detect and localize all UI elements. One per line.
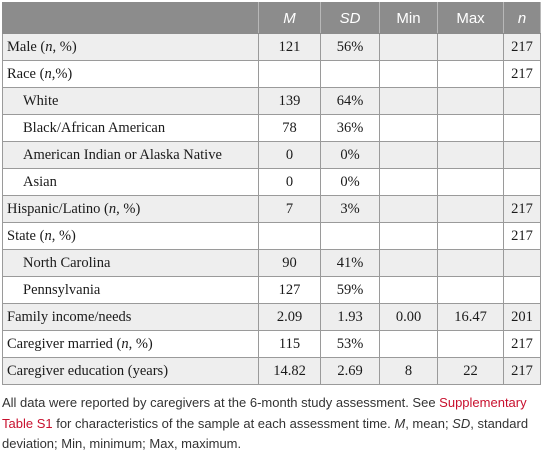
table-cell — [380, 61, 438, 88]
row-label-text: Asian — [23, 173, 57, 190]
row-label — [3, 223, 259, 250]
row-label-italic: n — [108, 200, 117, 217]
table-cell — [438, 223, 504, 250]
table-cell: 217 — [504, 196, 541, 223]
table-cell — [380, 142, 438, 169]
row-label-text: Family income/needs — [7, 308, 132, 325]
table-cell: 127 — [259, 277, 321, 304]
table-row — [3, 196, 541, 223]
table-cell: 64% — [321, 88, 380, 115]
table-row — [3, 223, 541, 250]
table-footnote — [2, 393, 538, 455]
table-row — [3, 88, 541, 115]
table-cell: 0 — [259, 169, 321, 196]
table-cell: 217 — [504, 223, 541, 250]
table-cell — [504, 250, 541, 277]
column-header: Max — [438, 3, 504, 34]
table-row — [3, 250, 541, 277]
row-label — [3, 331, 259, 358]
table-cell: 217 — [504, 34, 541, 61]
table-cell: 22 — [438, 358, 504, 385]
row-label-text: , %) — [116, 200, 141, 217]
row-label-text: North Carolina — [23, 254, 111, 271]
table-cell — [380, 34, 438, 61]
row-label-text: ,%) — [51, 65, 73, 82]
row-label — [3, 34, 259, 61]
table-cell: 0.00 — [380, 304, 438, 331]
table-header-row — [3, 3, 541, 34]
table-row — [3, 142, 541, 169]
table-cell — [438, 331, 504, 358]
table-cell — [438, 277, 504, 304]
row-label-text: , %) — [128, 335, 153, 352]
row-label-italic: n — [45, 38, 53, 55]
row-label — [3, 304, 259, 331]
table-row — [3, 61, 541, 88]
table-cell: 56% — [321, 34, 380, 61]
table-cell: 2.69 — [321, 358, 380, 385]
table-cell — [380, 88, 438, 115]
table-container — [2, 2, 540, 455]
table-cell — [259, 61, 321, 88]
table-cell — [438, 34, 504, 61]
table-cell: 217 — [504, 331, 541, 358]
header-blank — [3, 3, 259, 34]
table-cell: 217 — [504, 358, 541, 385]
table-cell: 121 — [259, 34, 321, 61]
table-cell — [380, 169, 438, 196]
table-cell — [380, 250, 438, 277]
table-row — [3, 169, 541, 196]
footnote-text: for characteristics of the sample at each assessment time. — [52, 415, 395, 431]
table-cell: 2.09 — [259, 304, 321, 331]
table-cell: 59% — [321, 277, 380, 304]
table-row — [3, 277, 541, 304]
table-cell — [438, 196, 504, 223]
table-cell — [438, 88, 504, 115]
table-row — [3, 304, 541, 331]
table-row — [3, 358, 541, 385]
row-label — [3, 88, 259, 115]
row-label — [3, 250, 259, 277]
row-label-text: American Indian or Alaska Native — [23, 146, 222, 163]
table-cell: 36% — [321, 115, 380, 142]
table-cell: 201 — [504, 304, 541, 331]
row-label-italic: n — [121, 335, 129, 352]
table-cell: 1.93 — [321, 304, 380, 331]
row-label-text: Caregiver married ( — [7, 335, 122, 352]
footnote-text: , standard deviation; Min, minimum; Max, maximum. — [2, 415, 529, 451]
row-label-text: , %) — [52, 38, 77, 55]
table-cell: 3% — [321, 196, 380, 223]
table-cell — [504, 115, 541, 142]
sample-characteristics-table — [2, 2, 541, 385]
column-header: n — [504, 3, 541, 34]
table-cell — [321, 61, 380, 88]
table-cell: 115 — [259, 331, 321, 358]
table-row — [3, 331, 541, 358]
row-label-text: State ( — [7, 227, 45, 244]
table-cell: 217 — [504, 61, 541, 88]
table-cell: 14.82 — [259, 358, 321, 385]
supplementary-table-link[interactable]: Supplementary Table S1 — [2, 395, 527, 431]
column-header: Min — [380, 3, 438, 34]
row-label — [3, 169, 259, 196]
row-label-text: White — [23, 92, 59, 109]
row-label — [3, 142, 259, 169]
row-label — [3, 61, 259, 88]
table-cell — [380, 331, 438, 358]
table-cell: 90 — [259, 250, 321, 277]
row-label — [3, 115, 259, 142]
table-cell — [438, 169, 504, 196]
table-cell: 7 — [259, 196, 321, 223]
table-cell — [504, 142, 541, 169]
table-cell — [504, 169, 541, 196]
table-body — [3, 34, 541, 385]
row-label — [3, 277, 259, 304]
table-row — [3, 34, 541, 61]
table-cell — [380, 223, 438, 250]
table-cell: 53% — [321, 331, 380, 358]
table-cell: 16.47 — [438, 304, 504, 331]
table-cell — [438, 250, 504, 277]
table-cell — [259, 223, 321, 250]
row-label-text: Male ( — [7, 38, 46, 55]
row-label-text: Pennsylvania — [23, 281, 101, 298]
row-label — [3, 196, 259, 223]
row-label-text: Race ( — [7, 65, 45, 82]
footnote-text: All data were reported by caregivers at the 6-month study assessment. See — [2, 395, 440, 410]
table-cell — [321, 223, 380, 250]
table-cell — [380, 115, 438, 142]
column-header: SD — [321, 3, 380, 34]
table-cell: 8 — [380, 358, 438, 385]
table-cell: 0% — [321, 142, 380, 169]
row-label — [3, 358, 259, 385]
row-label-text: , %) — [51, 227, 76, 244]
table-cell — [380, 196, 438, 223]
table-cell: 41% — [321, 250, 380, 277]
table-row — [3, 115, 541, 142]
footnote-abbr: M — [394, 415, 406, 431]
table-cell — [504, 88, 541, 115]
column-header: M — [259, 3, 321, 34]
row-label-italic: n — [44, 65, 52, 82]
table-cell — [380, 277, 438, 304]
table-cell: 78 — [259, 115, 321, 142]
table-cell — [438, 61, 504, 88]
footnote-abbr: SD — [452, 415, 471, 431]
table-cell — [438, 115, 504, 142]
row-label-text: Black/African American — [23, 119, 166, 136]
row-label-text: Hispanic/Latino ( — [7, 200, 109, 217]
table-cell — [438, 142, 504, 169]
row-label-italic: n — [44, 227, 52, 244]
table-cell — [504, 277, 541, 304]
table-cell: 139 — [259, 88, 321, 115]
table-cell: 0 — [259, 142, 321, 169]
footnote-text: , mean; — [405, 415, 453, 431]
row-label-text: Caregiver education (years) — [7, 362, 169, 379]
table-cell: 0% — [321, 169, 380, 196]
